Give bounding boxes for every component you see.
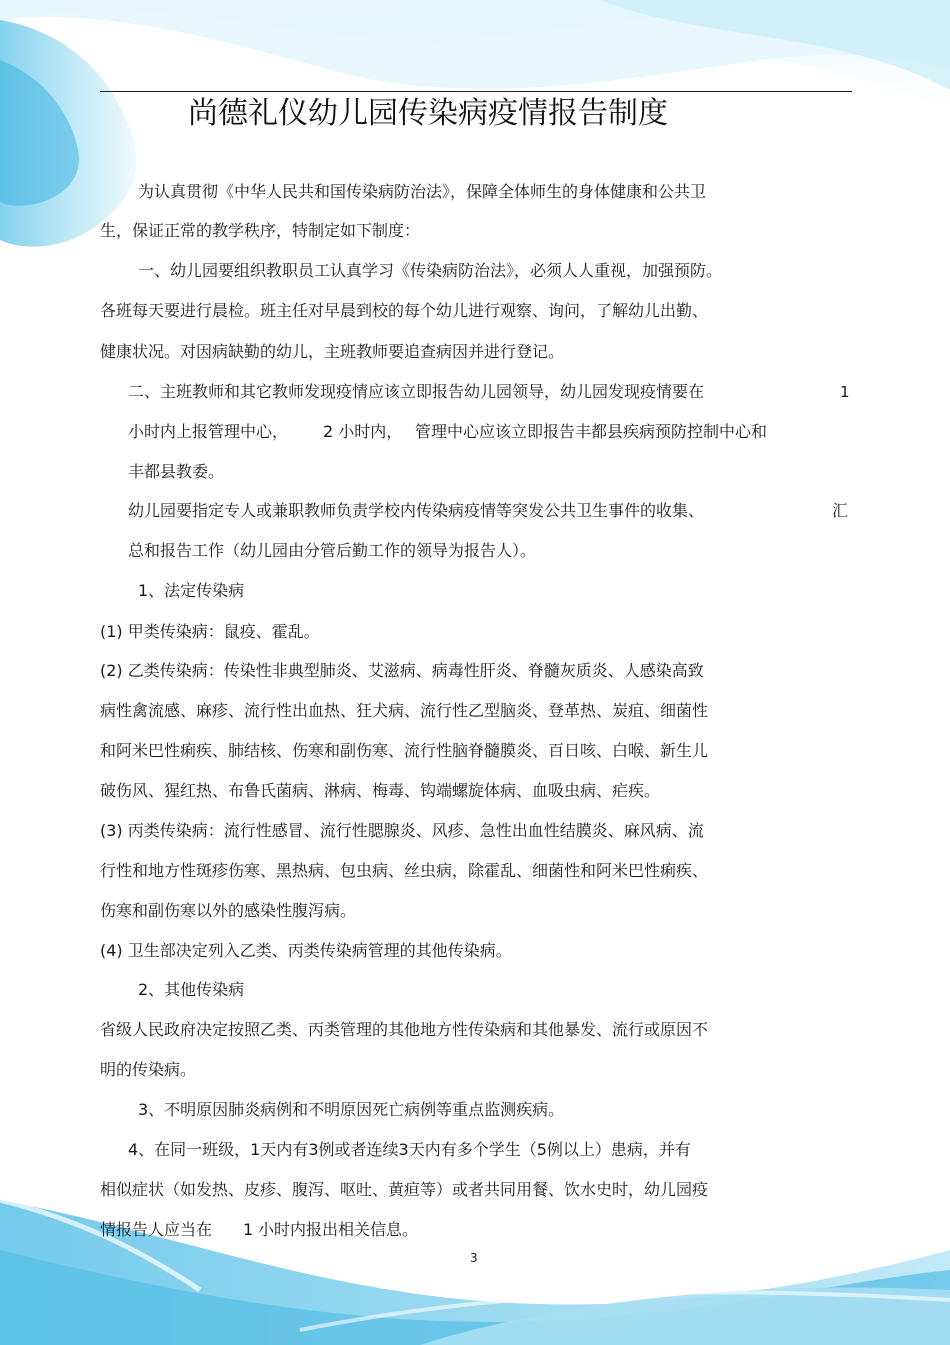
paragraph-line: 病性禽流感、麻疹、流行性出血热、狂犬病、流行性乙型脑炎、登革热、炭疽、细菌性 <box>100 701 709 720</box>
section-heading: 1、法定传染病 <box>138 581 245 600</box>
list-item: (3) 丙类传染病：流行性感冒、流行性腮腺炎、风疹、急性出血性结膜炎、麻风病、流 <box>100 821 704 840</box>
list-item: (1) 甲类传染病：鼠疫、霍乱。 <box>100 622 320 641</box>
paragraph-line: 明的传染病。 <box>100 1060 197 1079</box>
paragraph-line: 省级人民政府决定按照乙类、丙类管理的其他地方性传染病和其他暴发、流行或原因不 <box>100 1020 709 1039</box>
paragraph-line: 二、主班教师和其它教师发现疫情应该立即报告幼儿园领导，幼儿园发现疫情要在 <box>128 382 705 401</box>
list-item: (4) 卫生部决定列入乙类、丙类传染病管理的其他传染病。 <box>100 941 512 960</box>
paragraph-line: 破伤风、猩红热、布鲁氏菌病、淋病、梅毒、钩端螺旋体病、血吸虫病、疟疾。 <box>100 781 661 800</box>
paragraph-line: 健康状况。对因病缺勤的幼儿，主班教师要追查病因并进行登记。 <box>100 342 565 361</box>
paragraph-line: 一、幼儿园要组织教职员工认真学习《传染病防治法》，必须人人重视，加强预防。 <box>138 261 723 280</box>
section-heading: 2、其他传染病 <box>138 980 245 999</box>
paragraph-fragment: 小时内报出相关信息。 <box>258 1220 419 1239</box>
paragraph-line: 为认真贯彻《中华人民共和国传染病防治法》，保障全体师生的身体健康和公共卫 <box>138 182 707 201</box>
document-title: 尚德礼仪幼儿园传染病疫情报告制度 <box>188 96 668 131</box>
paragraph-line: 幼儿园要指定专人或兼职教师负责学校内传染病疫情等突发公共卫生事件的收集、 <box>128 501 705 520</box>
paragraph-line: 4、在同一班级，1天内有3例或者连续3天内有多个学生（5例以上）患病，并有 <box>128 1140 691 1159</box>
paragraph-fragment: 2 小时内， <box>323 422 403 441</box>
paragraph-line: 和阿米巴性痢疾、肺结核、伤寒和副伤寒、流行性脑脊髓膜炎、百日咳、白喉、新生儿 <box>100 741 709 760</box>
paragraph-line: 各班每天要进行晨检。班主任对早晨到校的每个幼儿进行观察、询问，了解幼儿出勤、 <box>100 301 709 320</box>
paragraph-fragment: 1 <box>243 1220 254 1239</box>
page-number: 3 <box>470 1251 478 1265</box>
paragraph-line: 情报告人应当在 <box>100 1220 213 1239</box>
paragraph-line: 丰都县教委。 <box>128 462 225 481</box>
section-heading: 3、不明原因肺炎病例和不明原因死亡病例等重点监测疾病。 <box>138 1100 565 1119</box>
paragraph-line: 相似症状（如发热、皮疹、腹泻、呕吐、黄疸等）或者共同用餐、饮水史时，幼儿园疫 <box>100 1180 709 1199</box>
paragraph-fragment: 汇 <box>832 501 849 520</box>
paragraph-fragment: 管理中心应该立即报告丰都县疾病预防控制中心和 <box>415 422 768 441</box>
paragraph-line: 生，保证正常的教学秩序，特制定如下制度： <box>100 221 421 240</box>
paragraph-line: 伤寒和副伤寒以外的感染性腹泻病。 <box>100 901 357 920</box>
hour-number: 1 <box>840 383 850 401</box>
list-item: (2) 乙类传染病：传染性非典型肺炎、艾滋病、病毒性肝炎、脊髓灰质炎、人感染高致 <box>100 661 704 680</box>
paragraph-line: 行性和地方性斑疹伤寒、黑热病、包虫病、丝虫病，除霍乱、细菌性和阿米巴性痢疾、 <box>100 861 709 880</box>
paragraph-line: 总和报告工作（幼儿园由分管后勤工作的领导为报告人）。 <box>128 541 537 560</box>
paragraph-line: 小时内上报管理中心， <box>128 422 289 441</box>
